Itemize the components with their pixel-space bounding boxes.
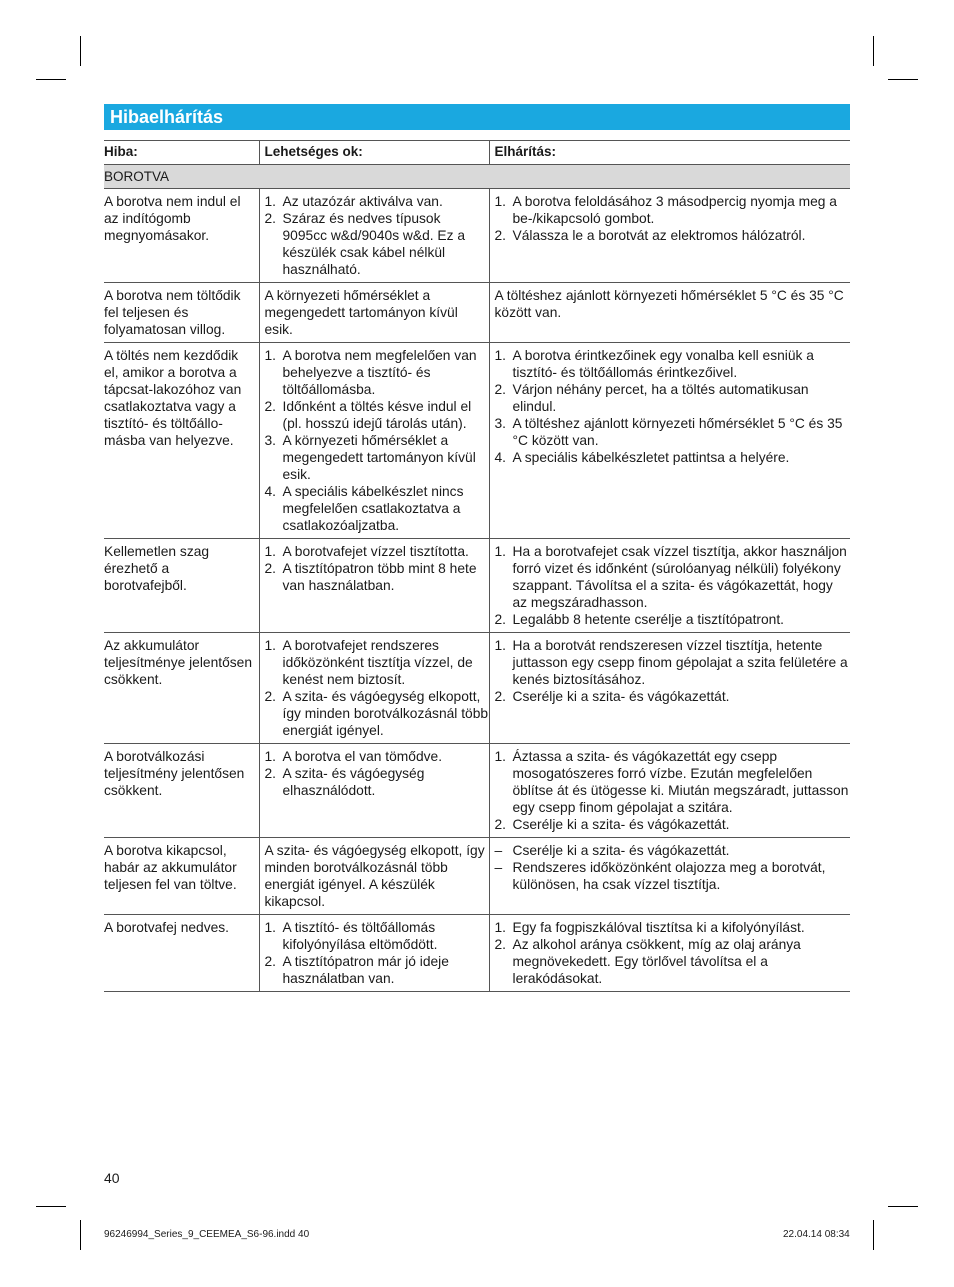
problem-cell: A borotválkozási teljesítmény jelentősen csökkent. — [104, 744, 259, 838]
item-text: Egy fa fogpiszkálóval tisztítsa ki a kifolyónyílást. — [512, 920, 805, 935]
table-row — [104, 633, 850, 744]
list-item — [265, 637, 489, 688]
item-text: A borotvafejet vízzel tisztította. — [282, 544, 469, 559]
item-number: 2. — [494, 228, 507, 243]
item-number: 1. — [494, 638, 507, 653]
list-item — [265, 193, 489, 210]
item-text: Várjon néhány percet, ha a töltés automatikusan elindul. — [512, 382, 809, 414]
remedy-cell — [489, 189, 850, 283]
item-number: 2. — [264, 689, 277, 704]
table-row — [104, 915, 850, 992]
table-row — [104, 744, 850, 838]
list-item — [495, 637, 851, 688]
page-number: 40 — [104, 1170, 120, 1186]
header-cause: Lehetséges ok: — [259, 141, 489, 165]
list-item — [495, 193, 851, 227]
item-text: Az alkohol aránya csökkent, míg az olaj aránya megnövekedett. Egy törlővel távolítsa el a lerakódásokat. — [512, 937, 801, 986]
item-number: 2. — [264, 766, 277, 781]
problem-cell: Az akkumulátor teljesítménye jelentősen csökkent. — [104, 633, 259, 744]
crop-mark — [36, 79, 66, 80]
item-number: 2. — [494, 689, 507, 704]
cause-cell: A szita- és vágóegység elkopott, így minden borotválkozásnál több energiát igényel. A készülék kikapcsol. — [259, 838, 489, 915]
item-text: Cserélje ki a szita- és vágókazettát. — [512, 817, 730, 832]
list-item — [265, 748, 489, 765]
crop-mark — [888, 1206, 918, 1207]
item-number: 1. — [264, 638, 277, 653]
item-text: A tisztító- és töltőállomás kifolyónyílása eltömődött. — [282, 920, 438, 952]
item-text: Időnként a töltés késve indul el (pl. hosszú idejű tárolás után). — [282, 399, 472, 431]
table-row — [104, 283, 850, 343]
item-text: A borotva el van tömődve. — [282, 749, 443, 764]
item-text: A töltéshez ajánlott környezeti hőmérséklet 5 °C és 35 °C között van. — [512, 416, 843, 448]
list-item — [495, 859, 851, 893]
item-number: 2. — [264, 954, 277, 969]
item-number: 3. — [264, 433, 277, 448]
item-text: Cserélje ki a szita- és vágókazettát. — [512, 843, 730, 858]
item-text: Legalább 8 hetente cserélje a tisztítópatront. — [512, 612, 785, 627]
item-number: 1. — [264, 749, 277, 764]
header-remedy: Elhárítás: — [489, 141, 850, 165]
item-number: 4. — [264, 484, 277, 499]
item-text: A speciális kábelkészletet pattintsa a helyére. — [512, 450, 790, 465]
item-number: 2. — [494, 817, 507, 832]
list-item — [495, 688, 851, 705]
list-item — [495, 842, 851, 859]
section-label: BOROTVA — [104, 165, 850, 189]
remedy-cell — [489, 838, 850, 915]
cause-cell — [259, 744, 489, 838]
list-item — [265, 953, 489, 987]
footer-file-info: 96246994_Series_9_CEEMEA_S6-96.indd 40 — [104, 1229, 310, 1240]
remedy-cell — [489, 744, 850, 838]
remedy-cell — [489, 915, 850, 992]
problem-cell: Kellemetlen szag érezhető a borotvafejből. — [104, 539, 259, 633]
table-header-row — [104, 141, 850, 165]
item-text: A borotva feloldásához 3 másodpercig nyomja meg a be-/kikapcsoló gombot. — [512, 194, 837, 226]
list-item — [265, 560, 489, 594]
cause-cell — [259, 343, 489, 539]
remedy-cell — [489, 343, 850, 539]
troubleshooting-table — [104, 140, 850, 992]
remedy-cell — [489, 633, 850, 744]
header-problem: Hiba: — [104, 141, 259, 165]
item-text: Rendszeres időközönként olajozza meg a borotvát, különösen, ha csak vízzel tisztítja. — [512, 860, 826, 892]
item-text: A speciális kábelkészlet nincs megfelelően csatlakoztatva a csatlakozóaljzatba. — [282, 484, 464, 533]
cause-cell — [259, 915, 489, 992]
item-number: 1. — [494, 749, 507, 764]
list-item — [265, 210, 489, 278]
dash-bullet: – — [494, 843, 503, 858]
item-number: 2. — [494, 382, 507, 397]
item-text: Ha a borotvát rendszeresen vízzel tisztítja, hetente juttasson egy csepp finom gépolajat a szita felületére a kenés biztosításához. — [512, 638, 848, 687]
item-text: A szita- és vágóegység elkopott, így minden borotválkozásnál több energiát igényel. — [282, 689, 489, 738]
list-item — [495, 816, 851, 833]
remedy-cell: A töltéshez ajánlott környezeti hőmérséklet 5 °C és 35 °C között van. — [489, 283, 850, 343]
item-number: 2. — [494, 937, 507, 952]
item-number: 1. — [264, 348, 277, 363]
list-item — [265, 765, 489, 799]
list-item — [495, 748, 851, 816]
item-text: A környezeti hőmérséklet a megengedett tartományon kívül esik. — [282, 433, 476, 482]
cause-cell — [259, 189, 489, 283]
item-number: 1. — [264, 920, 277, 935]
list-item — [495, 347, 851, 381]
list-item — [495, 415, 851, 449]
item-number: 1. — [264, 544, 277, 559]
item-number: 1. — [494, 348, 507, 363]
item-number: 3. — [494, 416, 507, 431]
list-item — [495, 611, 851, 628]
item-text: A szita- és vágóegység elhasználódott. — [282, 766, 425, 798]
item-number: 4. — [494, 450, 507, 465]
list-item — [265, 919, 489, 953]
item-number: 1. — [494, 544, 507, 559]
cause-cell — [259, 539, 489, 633]
list-item — [495, 381, 851, 415]
crop-mark — [873, 36, 874, 66]
item-number: 2. — [494, 612, 507, 627]
dash-bullet: – — [494, 860, 503, 875]
table-row — [104, 343, 850, 539]
table-row — [104, 838, 850, 915]
list-item — [495, 449, 851, 466]
table-row — [104, 539, 850, 633]
item-number: 1. — [494, 194, 507, 209]
problem-cell: A borotva nem indul el az indítógomb megnyomásakor. — [104, 189, 259, 283]
problem-cell: A töltés nem kezdődik el, amikor a borotva a tápcsat-lakozóhoz van csatlakoztatva vagy a tisztító- és töltőállo-másba van helyezve. — [104, 343, 259, 539]
item-text: A borotva nem megfelelően van behelyezve a tisztító- és töltőállomásba. — [282, 348, 477, 397]
list-item — [495, 919, 851, 936]
list-item — [495, 936, 851, 987]
section-row — [104, 165, 850, 189]
item-text: Cserélje ki a szita- és vágókazettát. — [512, 689, 730, 704]
item-text: A tisztítópatron már jó ideje használatban van. — [282, 954, 449, 986]
problem-cell: A borotva kikapcsol, habár az akkumulátor teljesen fel van töltve. — [104, 838, 259, 915]
list-item — [265, 483, 489, 534]
list-item — [265, 398, 489, 432]
item-text: Száraz és nedves típusok 9095cc w&d/9040s w&d. Ez a készülék csak kábel nélkül használható. — [282, 211, 466, 277]
footer-date: 22.04.14 08:34 — [783, 1229, 850, 1240]
item-number: 2. — [264, 561, 277, 576]
crop-mark — [80, 36, 81, 66]
item-text: A borotvafejet rendszeres időközönként tisztítja vízzel, de kenést nem biztosít. — [282, 638, 473, 687]
cause-cell: A környezeti hőmérséklet a megengedett tartományon kívül esik. — [259, 283, 489, 343]
problem-cell: A borotvafej nedves. — [104, 915, 259, 992]
item-number: 1. — [264, 194, 277, 209]
item-text: Az utazózár aktiválva van. — [282, 194, 443, 209]
list-item — [495, 227, 851, 244]
table-row — [104, 189, 850, 283]
section-title: Hibaelhárítás — [104, 104, 850, 130]
list-item — [265, 347, 489, 398]
item-text: Áztassa a szita- és vágókazettát egy csepp mosogatószeres forró vízbe. Ezután megfelelően öblítse át és ütögesse ki. Miután megszáradt, juttasson egy csepp finom gépolajat a szitára. — [512, 749, 849, 815]
crop-mark — [873, 1220, 874, 1250]
item-number: 1. — [494, 920, 507, 935]
list-item — [265, 688, 489, 739]
crop-mark — [80, 1220, 81, 1250]
item-text: Ha a borotvafejet csak vízzel tisztítja, akkor használjon forró vizet és időnként (súrolóanyag nélküli) folyékony szappant. Távolítsa el a szita- és vágókazettát, hogy az megszáradhasson. — [512, 544, 847, 610]
item-text: A borotva érintkezőinek egy vonalba kell esniük a tisztító- és töltőállomás érintkezőivel. — [512, 348, 814, 380]
remedy-cell — [489, 539, 850, 633]
item-text: A tisztítópatron több mint 8 hete van használatban. — [282, 561, 477, 593]
list-item — [495, 543, 851, 611]
crop-mark — [36, 1206, 66, 1207]
list-item — [265, 543, 489, 560]
item-number: 2. — [264, 399, 277, 414]
problem-cell: A borotva nem töltődik fel teljesen és folyamatosan villog. — [104, 283, 259, 343]
crop-mark — [888, 79, 918, 80]
cause-cell — [259, 633, 489, 744]
item-number: 2. — [264, 211, 277, 226]
list-item — [265, 432, 489, 483]
item-text: Válassza le a borotvát az elektromos hálózatról. — [512, 228, 806, 243]
